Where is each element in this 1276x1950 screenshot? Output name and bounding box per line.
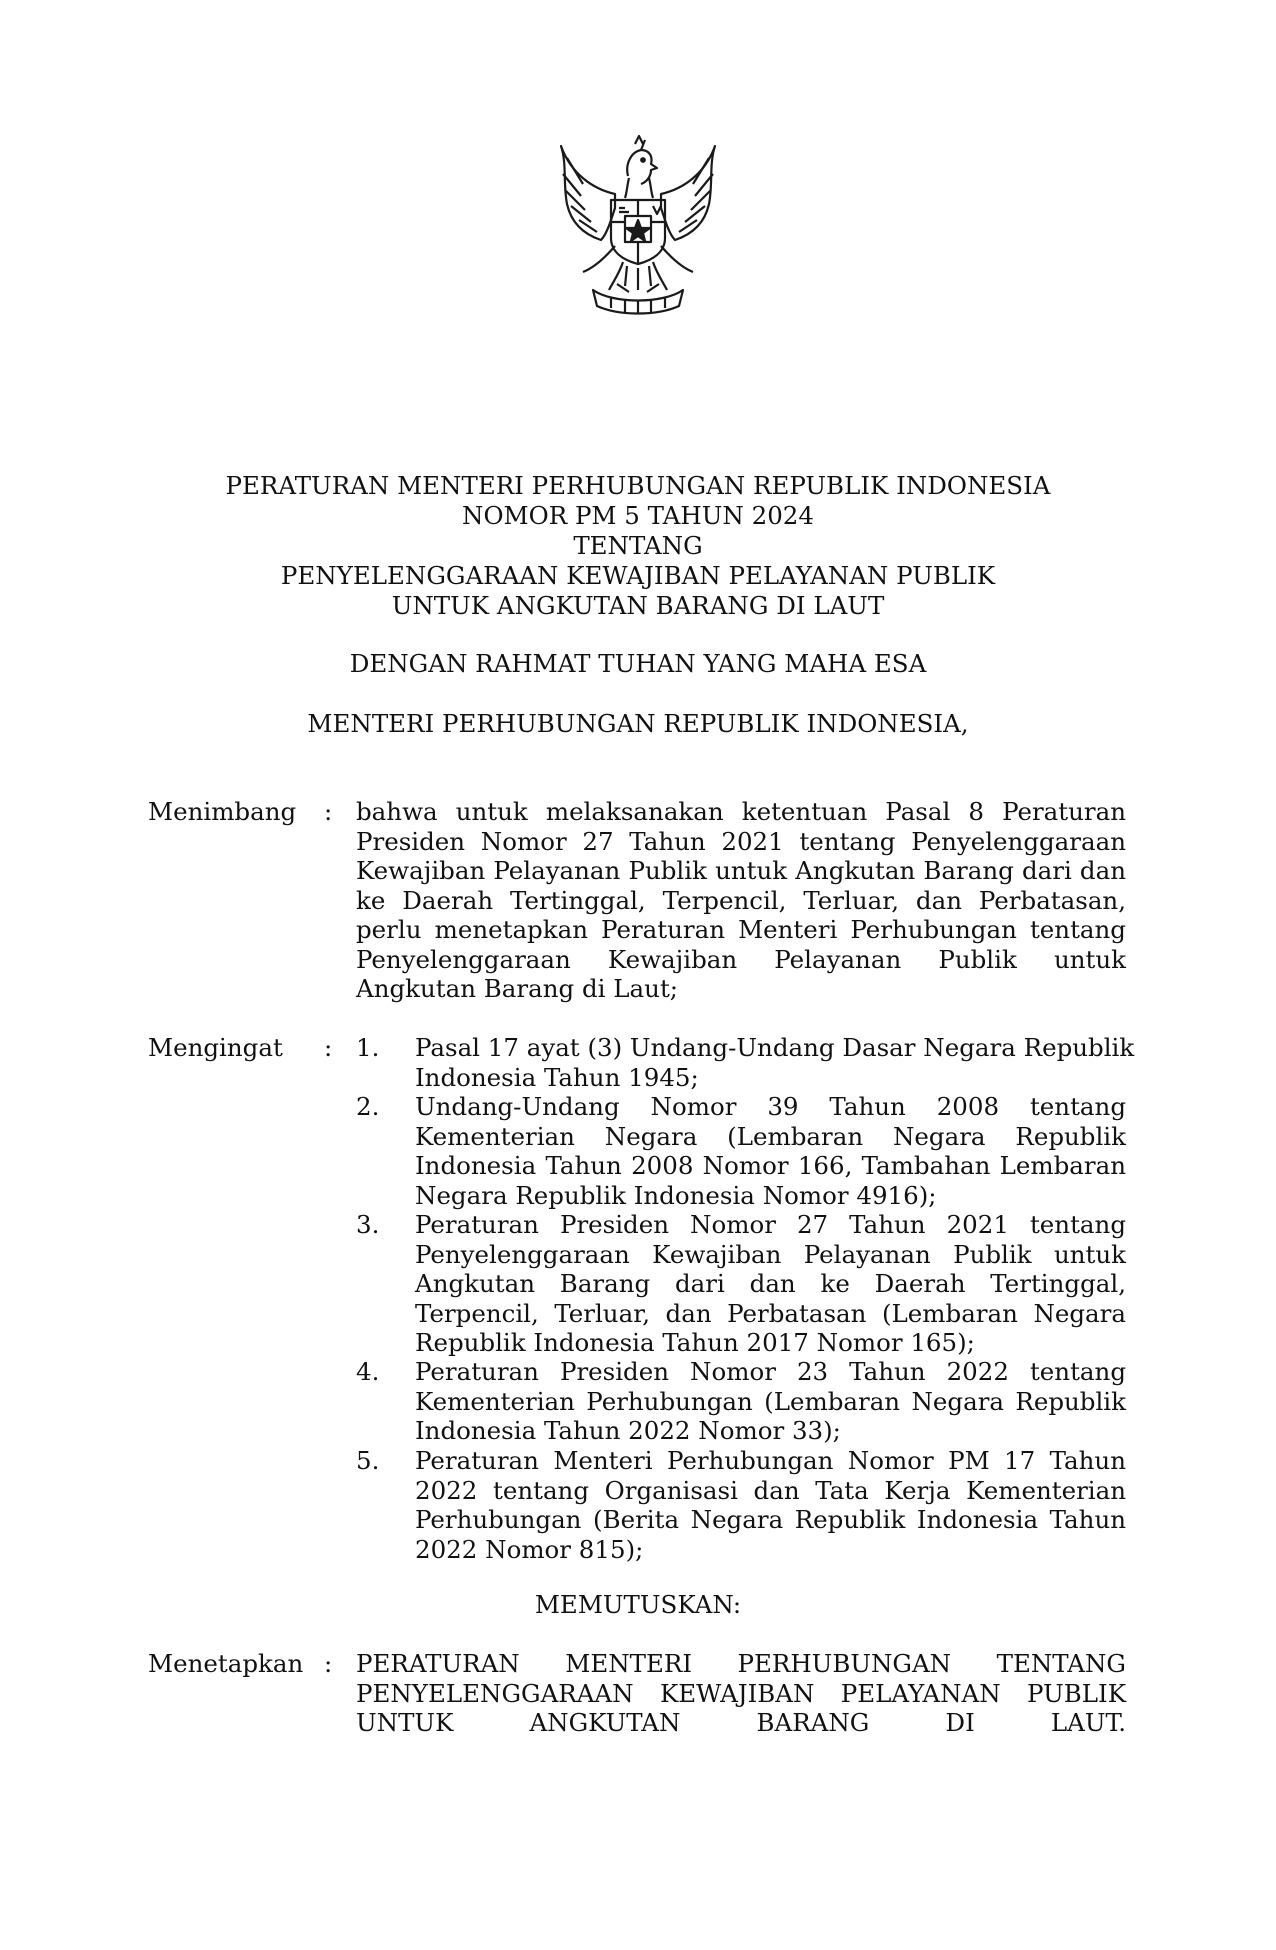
title-line-3: TENTANG [573,531,703,560]
text-line: Angkutan Barang dari dan ke Daerah Tertinggal, [415,1269,1126,1298]
title-line-5: UNTUK ANGKUTAN BARANG DI LAUT [391,591,885,620]
text-line: PERATURAN MENTERI PERHUBUNGAN TENTANG [356,1649,1126,1678]
list-item [415,1357,1126,1446]
minister-heading: MENTERI PERHUBUNGAN REPUBLIK INDONESIA, [307,709,969,738]
text-line: Penyelenggaraan Kewajiban Pelayanan Publik untuk [356,944,1126,974]
menimbang-text [356,797,1126,1004]
list-item [415,1092,1126,1210]
memutuskan-heading: MEMUTUSKAN: [534,1590,742,1619]
text-line: Penyelenggaraan Kewajiban Pelayanan Publik untuk [415,1239,1126,1269]
text-line: Kewajiban Pelayanan Publik untuk Angkutan Barang dari dan [356,856,1126,885]
text-line: 2022 Nomor 815); [415,1534,644,1564]
text-line: Perhubungan (Berita Negara Republik Indonesia Tahun [415,1505,1126,1534]
list-item [415,1446,1126,1564]
menetapkan-text [356,1649,1126,1738]
text-line: Peraturan Presiden Nomor 23 Tahun 2022 tentang [415,1357,1126,1386]
text-line: Angkutan Barang di Laut; [356,974,679,1003]
text-line: Peraturan Presiden Nomor 27 Tahun 2021 tentang [415,1210,1126,1239]
list-number: 3. [356,1210,380,1239]
text-line: bahwa untuk melaksanakan ketentuan Pasal 8 Peraturan [356,797,1126,826]
text-line: Peraturan Menteri Perhubungan Nomor PM 17 Tahun [415,1446,1126,1475]
text-line: Kementerian Perhubungan (Lembaran Negara Republik [415,1386,1126,1416]
text-line: 2022 tentang Organisasi dan Tata Kerja Kementerian [415,1475,1126,1505]
text-line: UNTUK ANGKUTAN BARANG DI LAUT. [356,1708,1126,1737]
text-line: Indonesia Tahun 2008 Nomor 166, Tambahan Lembaran [415,1151,1126,1180]
title-line-4: PENYELENGGARAAN KEWAJIBAN PELAYANAN PUBLIK [280,561,996,590]
text-line: Presiden Nomor 27 Tahun 2021 tentang Penyelenggaraan [356,826,1126,856]
regulation-title [140,471,1136,621]
title-line-2: NOMOR PM 5 TAHUN 2024 [462,501,814,530]
list-number: 5. [356,1446,380,1475]
mengingat-label: Mengingat [148,1033,283,1062]
mengingat-colon: : [324,1033,333,1062]
list-number: 1. [356,1033,380,1062]
menimbang-label: Menimbang [148,797,297,826]
menimbang-colon: : [324,797,333,826]
garuda-emblem-icon [553,134,723,316]
text-line: perlu menetapkan Peraturan Menteri Perhubungan tentang [356,915,1126,944]
grace-invocation: DENGAN RAHMAT TUHAN YANG MAHA ESA [349,649,927,678]
text-line: Terpencil, Terluar, dan Perbatasan (Lembaran Negara [415,1298,1126,1328]
text-line: Undang-Undang Nomor 39 Tahun 2008 tentang [415,1092,1126,1121]
menetapkan-label: Menetapkan [148,1649,304,1678]
list-number: 4. [356,1357,380,1386]
text-line: Negara Republik Indonesia Nomor 4916); [415,1180,937,1210]
title-line-1: PERATURAN MENTERI PERHUBUNGAN REPUBLIK INDONESIA [225,471,1051,500]
text-line: Indonesia Tahun 1945; [415,1062,699,1092]
text-line: Republik Indonesia Tahun 2017 Nomor 165); [415,1328,975,1357]
text-line: Pasal 17 ayat (3) Undang-Undang Dasar Negara Republik [415,1033,1135,1062]
text-line: PENYELENGGARAAN KEWAJIBAN PELAYANAN PUBLIK [356,1678,1126,1708]
list-item [415,1033,1135,1092]
list-item [415,1210,1126,1358]
text-line: Kementerian Negara (Lembaran Negara Republik [415,1121,1126,1151]
list-number: 2. [356,1092,380,1121]
text-line: Indonesia Tahun 2022 Nomor 33); [415,1416,841,1445]
menetapkan-colon: : [324,1649,333,1678]
text-line: ke Daerah Tertinggal, Terpencil, Terluar, dan Perbatasan, [356,885,1126,915]
